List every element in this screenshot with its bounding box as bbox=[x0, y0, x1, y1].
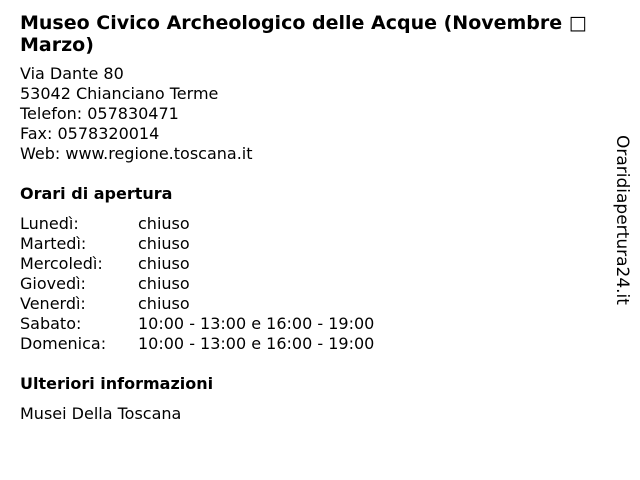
hours-value: chiuso bbox=[138, 254, 190, 273]
hours-row-thursday bbox=[20, 274, 374, 294]
day-label: Venerdì: bbox=[20, 294, 86, 313]
day-label: Mercoledì: bbox=[20, 254, 103, 273]
hours-row-monday bbox=[20, 214, 374, 234]
hours-row-tuesday bbox=[20, 234, 374, 254]
day-label: Giovedì: bbox=[20, 274, 86, 293]
hours-value: chiuso bbox=[138, 294, 190, 313]
day-label: Martedì: bbox=[20, 234, 87, 253]
city-address: 53042 Chianciano Terme bbox=[20, 84, 219, 103]
hours-value: 10:00 - 13:00 e 16:00 - 19:00 bbox=[138, 314, 375, 333]
hours-value: chiuso bbox=[138, 214, 190, 233]
hours-value: chiuso bbox=[138, 234, 190, 253]
page-title: Museo Civico Archeologico delle Acque (Novembre □ Marzo) bbox=[20, 12, 587, 56]
site-watermark: Oraridiapertura24.it bbox=[612, 135, 632, 305]
day-label: Lunedì: bbox=[20, 214, 79, 233]
hours-value: 10:00 - 13:00 e 16:00 - 19:00 bbox=[138, 334, 375, 353]
hours-row-wednesday bbox=[20, 254, 374, 274]
day-label: Domenica: bbox=[20, 334, 107, 353]
hours-value: chiuso bbox=[138, 274, 190, 293]
opening-hours-heading: Orari di apertura bbox=[20, 184, 173, 203]
hours-row-saturday bbox=[20, 314, 374, 334]
website: Web: www.regione.toscana.it bbox=[20, 144, 253, 163]
address-block bbox=[20, 64, 253, 164]
fax-number: Fax: 0578320014 bbox=[20, 124, 160, 143]
day-label: Sabato: bbox=[20, 314, 82, 333]
more-info-text: Musei Della Toscana bbox=[20, 404, 182, 423]
opening-hours-table bbox=[20, 214, 374, 354]
street-address: Via Dante 80 bbox=[20, 64, 124, 83]
phone-number: Telefon: 057830471 bbox=[20, 104, 179, 123]
hours-row-sunday bbox=[20, 334, 374, 354]
more-info-heading: Ulteriori informazioni bbox=[20, 374, 214, 393]
hours-row-friday bbox=[20, 294, 374, 314]
